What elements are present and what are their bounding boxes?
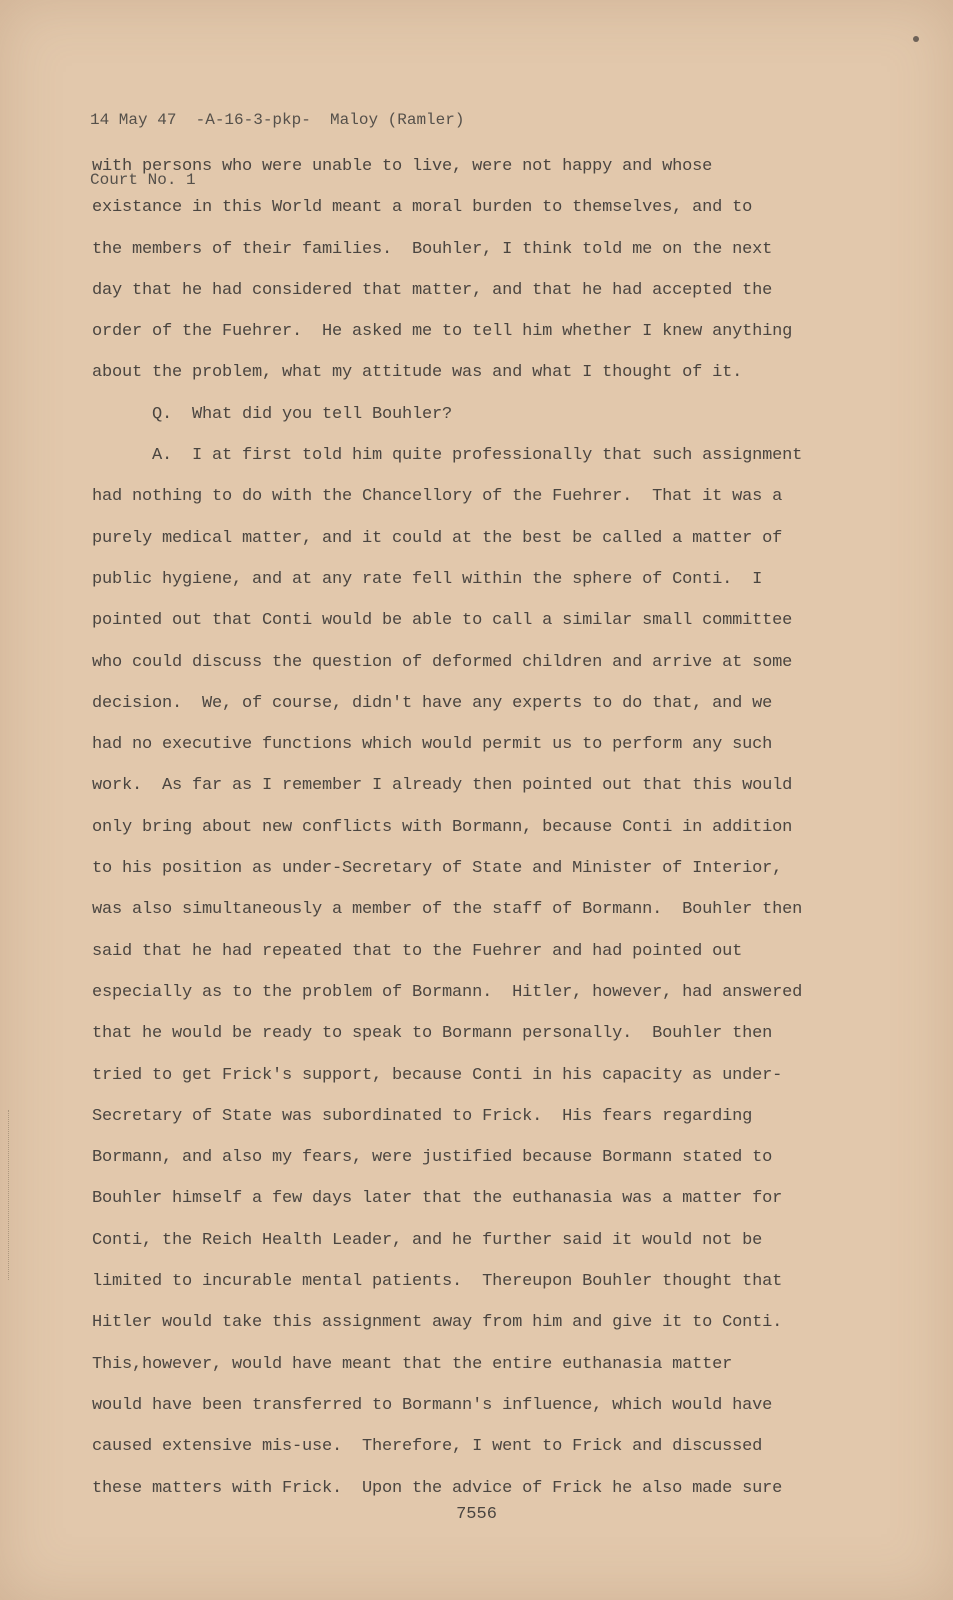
transcript-line: day that he had considered that matter, and that he had accepted the: [92, 280, 773, 300]
transcript-line: said that he had repeated that to the Fuehrer and had pointed out: [92, 941, 743, 961]
transcript-line: had nothing to do with the Chancellory of the Fuehrer. That it was a: [92, 487, 783, 507]
transcript-line: pointed out that Conti would be able to call a similar small committee: [92, 611, 793, 631]
punch-hole-mark: [913, 36, 919, 42]
transcript-line: caused extensive mis-use. Therefore, I went to Frick and discussed: [92, 1437, 763, 1457]
transcript-line: to his position as under-Secretary of State and Minister of Interior,: [92, 859, 783, 879]
transcript-line: existance in this World meant a moral burden to themselves, and to: [92, 198, 753, 218]
transcript-line: only bring about new conflicts with Bormann, because Conti in addition: [92, 817, 793, 837]
transcript-line: Conti, the Reich Health Leader, and he further said it would not be: [92, 1230, 763, 1250]
transcript-line: the members of their families. Bouhler, I think told me on the next: [92, 239, 773, 259]
transcript-line: especially as to the problem of Bormann. Hitler, however, had answered: [92, 982, 803, 1002]
transcript-line: who could discuss the question of deformed children and arrive at some: [92, 652, 793, 672]
transcript-line: was also simultaneously a member of the staff of Bormann. Bouhler then: [92, 900, 803, 920]
transcript-line: would have been transferred to Bormann's influence, which would have: [92, 1395, 773, 1415]
transcript-line: these matters with Frick. Upon the advice of Frick he also made sure: [92, 1478, 783, 1498]
transcript-line: public hygiene, and at any rate fell within the sphere of Conti. I: [92, 569, 763, 589]
transcript-line: with persons who were unable to live, were not happy and whose: [92, 157, 713, 176]
transcript-line: This,however, would have meant that the entire euthanasia matter: [92, 1354, 733, 1374]
transcript-line: tried to get Frick's support, because Conti in his capacity as under-: [92, 1065, 783, 1085]
transcript-line: order of the Fuehrer. He asked me to tell him whether I knew anything: [92, 322, 793, 342]
transcript-body: [92, 146, 832, 1509]
transcript-line: A. I at first told him quite professionally that such assignment: [152, 446, 803, 466]
transcript-line: that he would be ready to speak to Bormann personally. Bouhler then: [92, 1024, 773, 1044]
transcript-line: about the problem, what my attitude was and what I thought of it.: [92, 363, 743, 383]
header-court-line: Court No. 1: [90, 171, 196, 189]
transcript-line: decision. We, of course, didn't have any experts to do that, and we: [92, 693, 773, 713]
transcript-line: Bouhler himself a few days later that the euthanasia was a matter for: [92, 1189, 783, 1209]
transcript-line: limited to incurable mental patients. Thereupon Bouhler thought that: [92, 1272, 783, 1292]
header-session-line: 14 May 47 -A-16-3-pkp- Maloy (Ramler): [90, 111, 465, 129]
transcript-line: had no executive functions which would permit us to perform any such: [92, 735, 773, 755]
page-number: 7556: [456, 1505, 497, 1524]
margin-marks: [8, 1110, 15, 1280]
transcript-line: Secretary of State was subordinated to Frick. His fears regarding: [92, 1106, 753, 1126]
transcript-line: Hitler would take this assignment away from him and give it to Conti.: [92, 1313, 783, 1333]
transcript-line: Bormann, and also my fears, were justified because Bormann stated to: [92, 1148, 773, 1168]
transcript-line: Q. What did you tell Bouhler?: [152, 404, 453, 424]
transcript-line: work. As far as I remember I already then pointed out that this would: [92, 776, 793, 796]
transcript-line: purely medical matter, and it could at the best be called a matter of: [92, 528, 783, 548]
